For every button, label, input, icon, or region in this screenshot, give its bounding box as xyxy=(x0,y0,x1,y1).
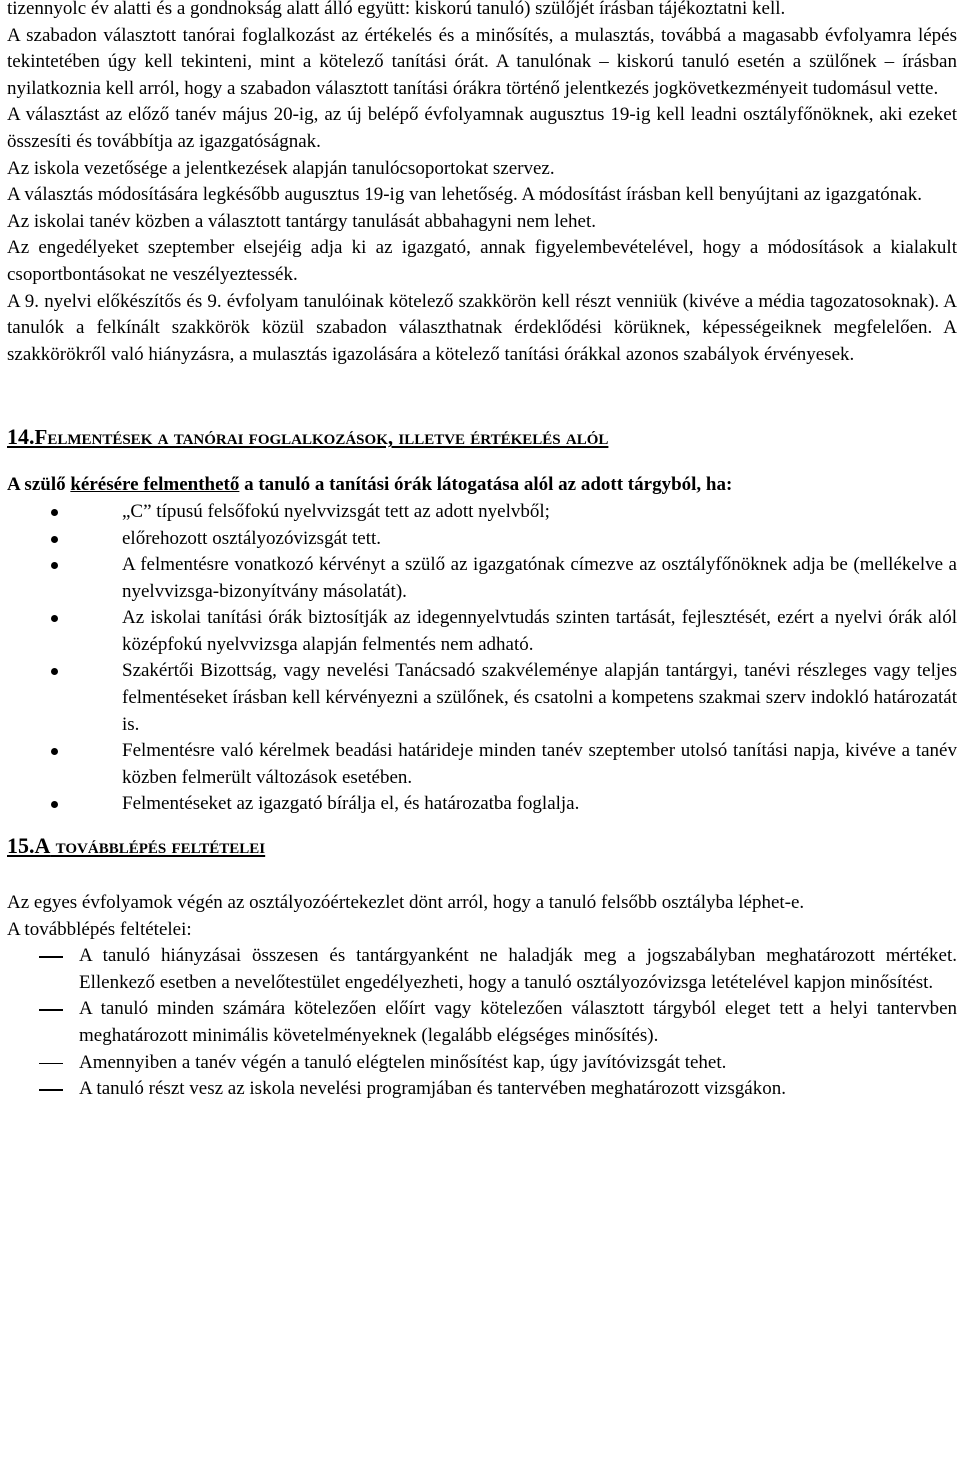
intro-paragraph: Az iskolai tanév közben a választott tantárgy tanulását abbahagyni nem lehet. xyxy=(7,210,596,232)
intro-paragraph: A választás módosítására legkésőbb augusztus 19-ig van lehetőség. A módosítást írásban kell benyújtani az igazgatónak. xyxy=(7,184,922,206)
list-item xyxy=(7,791,957,818)
lead-text: a tanuló a tanítási órák látogatása alól az adott tárgyból, ha: xyxy=(239,474,733,496)
list-item-text: „C” típusú felsőfokú nyelvvizsgát tett az adott nyelvből; xyxy=(122,500,550,522)
section-15-title: továbblépés feltételei xyxy=(50,834,266,859)
intro-section xyxy=(7,0,957,368)
section-15-paragraph: A továbblépés feltételei: xyxy=(7,918,192,940)
list-item-text: Szakértői Bizottság, vagy nevelési Tanácsadó szakvéleménye alapján tantárgyi, tanévi részleges vagy teljes felmentéseket írásban kell kérvényezni a szülőnek, és csatolni a kompetens szakmai szerv indokló határozatát is. xyxy=(122,660,957,735)
dash-icon xyxy=(39,1009,63,1011)
list-item xyxy=(7,499,957,526)
dash-icon xyxy=(39,1063,63,1065)
list-item-text: Felmentéseket az igazgató bírálja el, és határozatba foglalja. xyxy=(122,793,580,815)
list-item xyxy=(7,996,957,1049)
bullet-icon xyxy=(51,668,58,675)
intro-paragraph: tizennyolc év alatti és a gondnokság alatt álló együtt: kiskorú tanuló) szülőjét írásban tájékoztatni kell. xyxy=(7,0,786,19)
section-14-title: Felmentések a tanórai foglalkozások, illetve értékelés alól xyxy=(34,425,609,450)
lead-text: A szülő xyxy=(7,474,71,496)
bullet-icon xyxy=(51,615,58,622)
section-14-number: 14. xyxy=(7,424,35,450)
bullet-icon xyxy=(51,536,58,543)
lead-emphasis: kérésére felmenthető xyxy=(70,474,240,496)
section-15-title-first: A xyxy=(34,833,51,859)
bullet-icon xyxy=(51,748,58,755)
list-item-text: A tanuló hiányzásai összesen és tantárgyanként ne haladják meg a jogszabályban meghatározott mértéket. Ellenkező esetben a nevelőtestület engedélyezheti, hogy a tanuló osztályozóvizsga letételével kapjon minősítést. xyxy=(79,945,957,993)
list-item xyxy=(7,738,957,791)
intro-paragraph: A szabadon választott tanórai foglalkozást az értékelés és a minősítés, a mulasztás, továbbá a magasabb évfolyamra lépés tekintetében úgy kell tekinteni, mint a kötelező tanítási órát. A tanulónak – kiskorú tanuló esetén a szülőnek – írásban nyilatkoznia kell arról, hogy a szabadon választott tanítási órákra történő jelentkezés jogkövetkezményeit tudomásul vette. xyxy=(7,24,957,99)
document-page xyxy=(7,0,957,1103)
section-14-lead xyxy=(7,472,957,499)
list-item xyxy=(7,943,957,996)
conditions-list xyxy=(7,943,957,1103)
intro-paragraph: Az engedélyeket szeptember elsejéig adja ki az igazgató, annak figyelembevételével, hogy a módosítások a kialakult csoportbontásokat ne veszélyeztessék. xyxy=(7,237,957,285)
section-15-heading xyxy=(7,826,957,866)
list-item-text: A felmentésre vonatkozó kérvényt a szülő az igazgatónak címezve az osztályfőnöknek adja be (mellékelve a nyelvvizsga-bizonyítvány másolatát). xyxy=(122,554,957,602)
list-item xyxy=(7,1050,957,1077)
list-item xyxy=(7,1076,957,1103)
dash-icon xyxy=(39,956,63,958)
section-15-number: 15. xyxy=(7,833,35,859)
bullet-icon xyxy=(51,562,58,569)
list-item-text: Az iskolai tanítási órák biztosítják az idegennyelvtudás szinten tartását, fejlesztését, ezért a nyelvi órák alól középfokú nyelvvizsga alapján felmentés nem adható. xyxy=(122,607,957,655)
list-item xyxy=(7,526,957,553)
list-item-text: A tanuló minden számára kötelezően előírt vagy kötelezően választott tárgyból eleget tett a helyi tantervben meghatározott minimális követelményeknek (legalább elégséges minősítés). xyxy=(79,998,957,1046)
list-item-text: Amennyiben a tanév végén a tanuló elégtelen minősítést kap, úgy javítóvizsgát tehet. xyxy=(79,1051,727,1073)
intro-paragraph: A 9. nyelvi előkészítős és 9. évfolyam tanulóinak kötelező szakkörön kell részt venniük (kivéve a média tagozatosoknak). A tanulók a felkínált szakkörök közül szabadon választhatnak érdeklődési körüknek, képességeiknek megfelelően. A szakkörökről való hiányzásra, a mulasztás igazolására a kötelező tanítási órákkal azonos szabályok érvényesek. xyxy=(7,290,957,365)
section-14-heading xyxy=(7,423,957,451)
dash-icon xyxy=(39,1089,63,1091)
list-item xyxy=(7,658,957,738)
bullet-icon xyxy=(51,509,58,516)
intro-paragraph: Az iskola vezetősége a jelentkezések alapján tanulócsoportokat szervez. xyxy=(7,157,555,179)
bullet-icon xyxy=(51,801,58,808)
exemption-list xyxy=(7,499,957,818)
list-item-text: A tanuló részt vesz az iskola nevelési programjában és tantervében meghatározott vizsgákon. xyxy=(79,1078,786,1100)
list-item xyxy=(7,605,957,658)
list-item-text: előrehozott osztályozóvizsgát tett. xyxy=(122,527,382,549)
list-item-text: Felmentésre való kérelmek beadási határideje minden tanév szeptember utolsó tanítási napja, kivéve a tanév közben felmerült változások esetében. xyxy=(122,740,957,788)
intro-paragraph: A választást az előző tanév május 20-ig, az új belépő évfolyamnak augusztus 19-ig kell leadni osztályfőnöknek, aki ezeket összesíti és továbbítja az igazgatóságnak. xyxy=(7,104,957,152)
section-15-paragraph: Az egyes évfolyamok végén az osztályozóértekezlet dönt arról, hogy a tanuló felsőbb osztályba léphet-e. xyxy=(7,892,805,914)
list-item xyxy=(7,552,957,605)
